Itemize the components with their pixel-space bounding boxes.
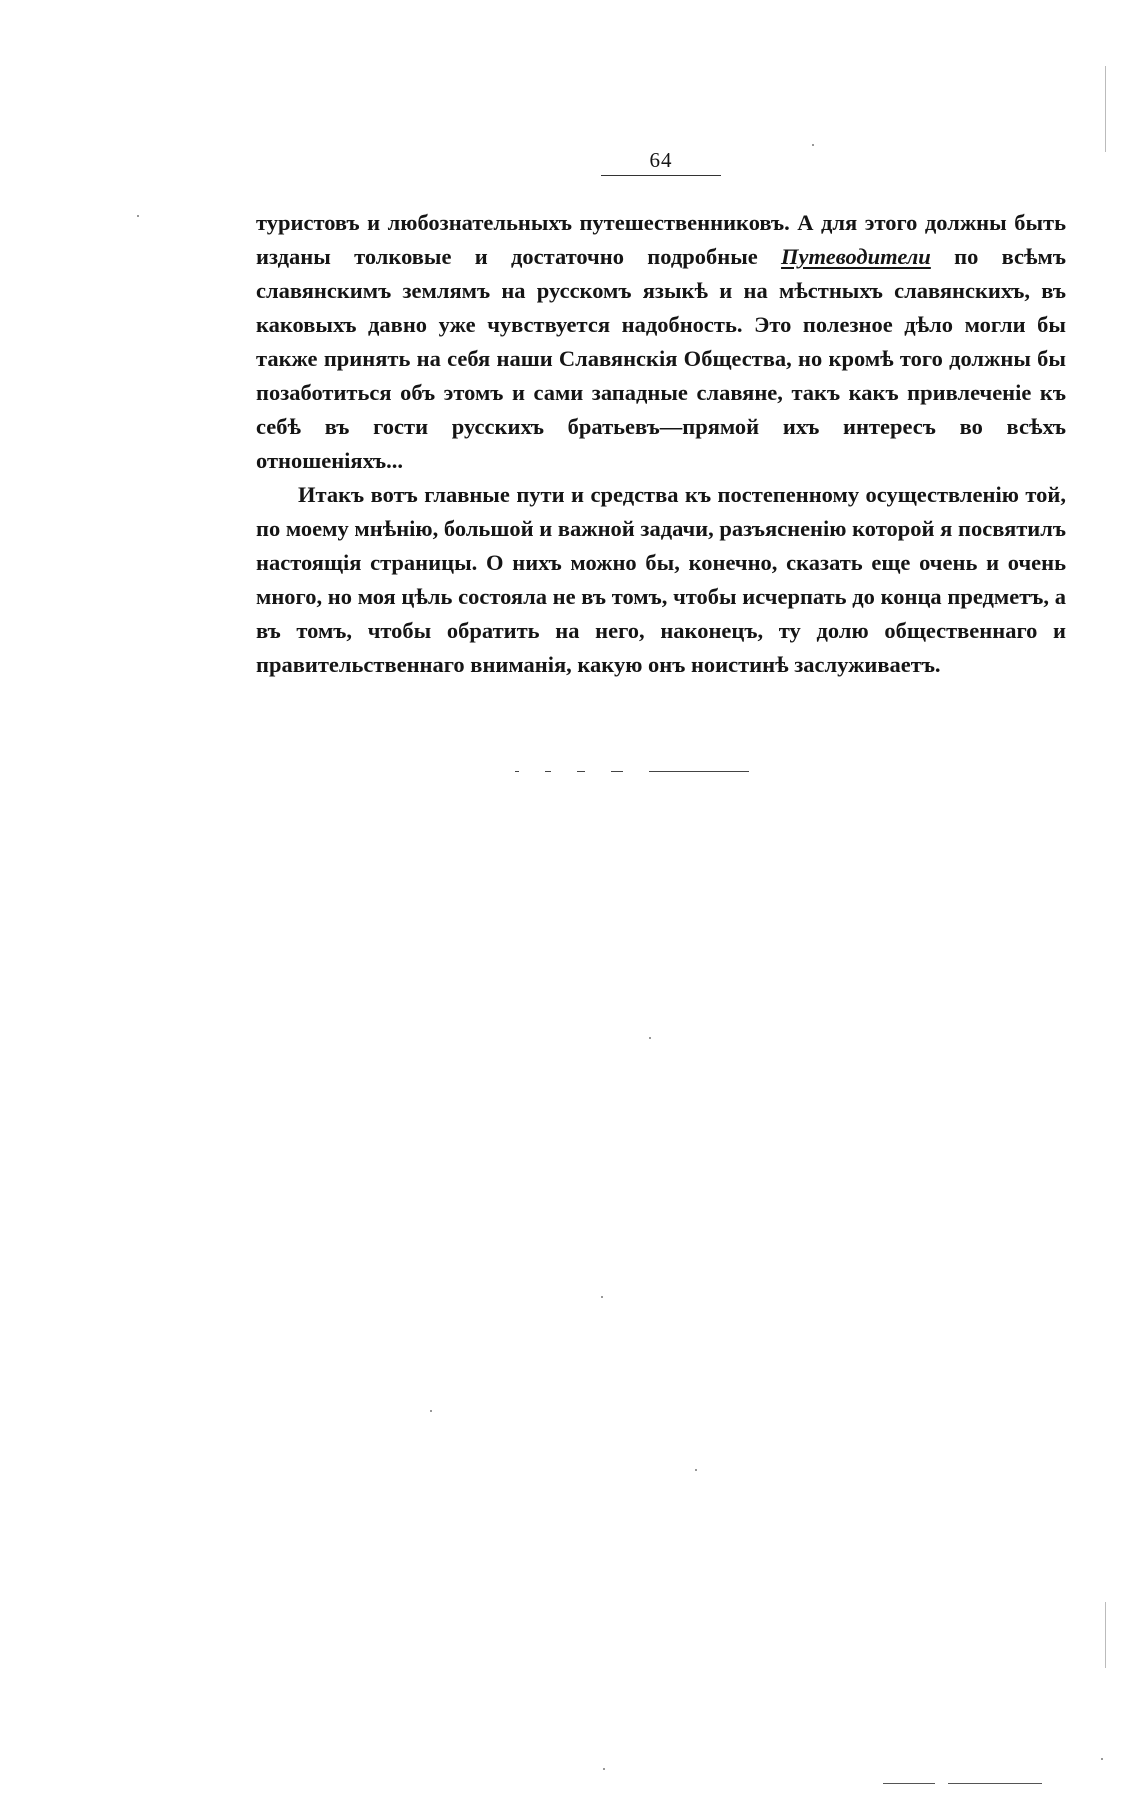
end-rule-dash (577, 771, 585, 772)
scan-bottom-rule (948, 1783, 1042, 1784)
scan-speck (695, 1469, 697, 1471)
scan-speck (812, 144, 814, 146)
scan-speck (1101, 1758, 1103, 1760)
scan-margin-line (1105, 66, 1106, 152)
paragraph-closing: Итакъ вотъ главные пути и средства къ постепенному осуществленію той, по моему мнѣнію, большой и важной задачи, разъясненію которой я посвятилъ настоящія страницы. О нихъ можно бы, конечно, сказать еще очень и очень много, но моя цѣль состояла не въ томъ, чтобы исчерпать до конца предметъ, а въ томъ, чтобы обратить на него, наконецъ, ту долю общественнаго и правительственнаго вниманія, какую онъ ноистинѣ заслуживаетъ. (256, 482, 1066, 677)
end-rule-dash (545, 771, 551, 772)
body-text (256, 206, 1066, 682)
end-rule-dash (649, 771, 749, 772)
scan-speck (649, 1037, 651, 1039)
scan-speck (137, 215, 139, 217)
emphasized-term: Путеводители (781, 244, 931, 269)
end-rule-dash (515, 771, 519, 772)
paragraph-text-part: туристовъ и любознательныхъ путешественниковъ. А для этого должны быть изданы толковые и достаточно подробные (256, 210, 1066, 269)
scan-speck (601, 1296, 603, 1298)
scan-bottom-rule (883, 1783, 935, 1784)
page-number-rule (601, 175, 721, 176)
page-number: 64 (649, 148, 673, 172)
end-rule-dash (611, 771, 623, 772)
paragraph-text-part: по всѣмъ славянскимъ землямъ на русскомъ языкѣ и на мѣстныхъ славянскихъ, въ каковыхъ давно уже чувствуется надобность. Это полезное дѣло могли бы также принять на себя наши Славянскія Общества, но кромѣ того должны бы позаботиться объ этомъ и сами западные славяне, такъ какъ привлеченіе къ себѣ въ гости русскихъ братьевъ—прямой ихъ интересъ во всѣхъ отношеніяхъ... (256, 244, 1066, 473)
paragraph-continued (256, 206, 1066, 478)
scan-speck (430, 1410, 432, 1412)
end-of-text-rule (515, 770, 755, 774)
page-header (596, 148, 726, 176)
scan-speck (603, 1768, 605, 1770)
scan-margin-line (1105, 1602, 1106, 1668)
